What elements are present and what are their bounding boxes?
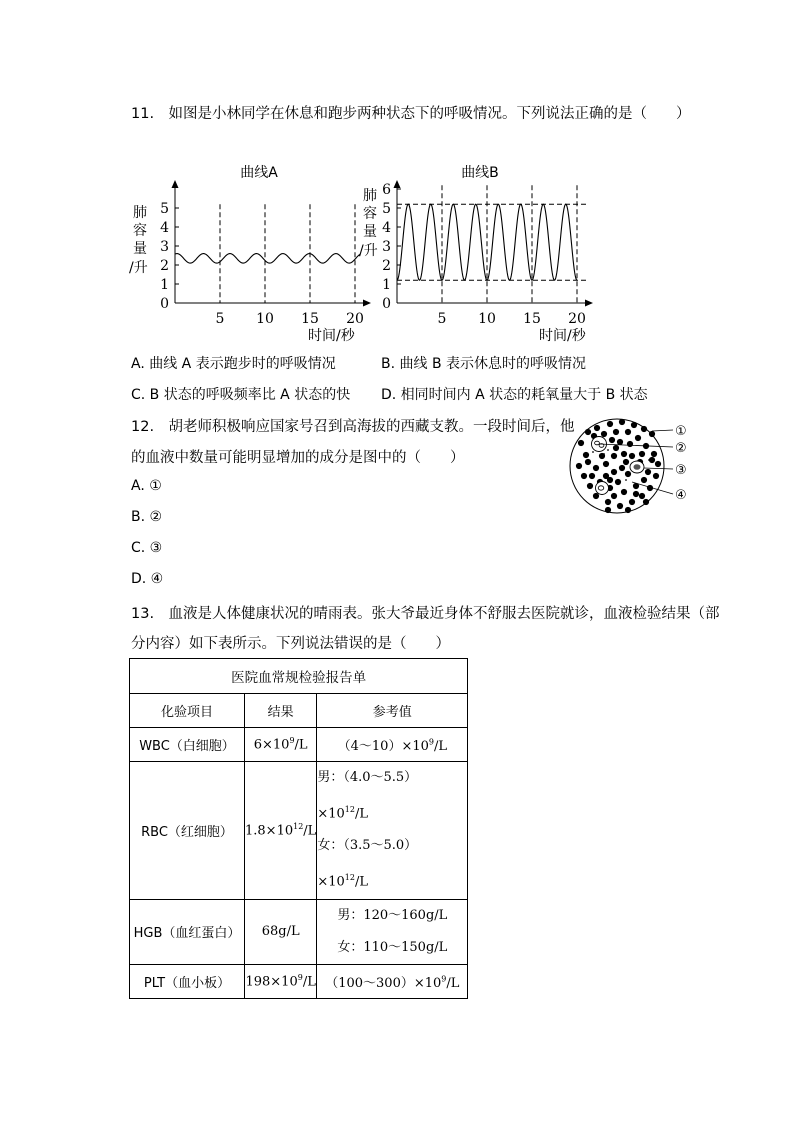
red-blood-cell	[605, 499, 611, 505]
red-blood-cell	[611, 453, 617, 459]
y-tick-label: 5	[382, 201, 391, 217]
red-blood-cell	[625, 471, 631, 477]
y-tick-label: 4	[382, 220, 391, 236]
q11-stem: 11. 如图是小林同学在休息和跑步两种状态下的呼吸情况。下列说法正确的是（ ）	[131, 106, 691, 122]
x-tick-label: 15	[301, 311, 319, 327]
red-blood-cell	[611, 469, 617, 475]
figure-label-1: ①	[675, 424, 687, 439]
red-blood-cell	[607, 421, 613, 427]
red-blood-cell	[621, 489, 627, 495]
red-blood-cell	[651, 451, 657, 457]
y-tick-label: 0	[160, 296, 169, 312]
chart-a-xlabel: 时间/秒	[308, 328, 355, 344]
x-tick-label: 10	[256, 311, 274, 327]
red-blood-cell	[641, 426, 647, 432]
q11-charts	[125, 155, 615, 350]
red-blood-cell	[655, 461, 661, 467]
chart-a-ylabel-3: 量	[133, 241, 147, 257]
red-blood-cell	[613, 429, 619, 435]
chart-b-ylabel-4: /升	[359, 243, 378, 259]
red-blood-cell	[625, 507, 631, 513]
figure-label-4: ④	[675, 488, 687, 503]
cell-reference: 男：$(4.0\sim 5.5)\times 10^{12}/L$ 女：$(3.5\sim 5.0)\times 10^{12}/L$	[317, 762, 468, 900]
y-tick-label: 2	[160, 258, 169, 274]
cell-item: PLT（血小板）	[130, 964, 245, 998]
red-blood-cell	[601, 431, 607, 437]
x-tick-label: 20	[568, 311, 586, 327]
red-blood-cell	[653, 473, 659, 479]
red-blood-cell	[587, 483, 593, 489]
red-blood-cell	[605, 507, 611, 513]
q12-option-d[interactable]: D. ④	[131, 571, 164, 587]
red-blood-cell	[585, 459, 591, 465]
red-blood-cell	[619, 465, 625, 471]
cell-result: $1.8\times 10^{12}/L$	[245, 762, 317, 900]
table-header-reference: 参考值	[317, 694, 468, 728]
table-title: 医院血常规检验报告单	[130, 659, 468, 694]
red-blood-cell	[625, 429, 631, 435]
chart-a	[129, 164, 371, 344]
red-blood-cell	[607, 477, 613, 483]
red-blood-cell	[639, 493, 645, 499]
chart-a-ylabel-2: 容	[133, 223, 147, 239]
red-blood-cell	[623, 459, 629, 465]
x-tick-label: 20	[346, 311, 364, 327]
cell-reference: 男：120～160g/L 女：110～150g/L	[317, 899, 468, 964]
red-blood-cell	[593, 465, 599, 471]
red-blood-cell	[629, 499, 635, 505]
red-blood-cell	[629, 453, 635, 459]
red-blood-cell	[619, 419, 625, 425]
red-blood-cell	[627, 441, 633, 447]
red-blood-cell	[609, 437, 615, 443]
red-blood-cell	[578, 440, 584, 446]
red-blood-cell	[631, 422, 637, 428]
y-tick-label: 6	[382, 182, 391, 198]
x-tick-label: 5	[437, 311, 447, 327]
table-header-result: 结果	[245, 694, 317, 728]
q11-option-a[interactable]: A. 曲线 A 表示跑步时的呼吸情况	[131, 356, 336, 372]
cell-item: WBC（白细胞）	[130, 728, 245, 762]
cell-reference: $(4\sim 10)\times 10^9/L$	[317, 728, 468, 762]
red-blood-cell	[617, 503, 623, 509]
red-blood-cell	[617, 439, 623, 445]
x-tick-label: 5	[215, 311, 225, 327]
chart-b-title: 曲线B	[461, 165, 499, 181]
red-blood-cell	[649, 431, 655, 437]
x-tick-label: 15	[523, 311, 541, 327]
cell-reference: $(100\sim 300)\times 10^9/L$	[317, 964, 468, 998]
chart-b-ylabel-3: 量	[363, 224, 377, 240]
q13-stem-line2: 分内容）如下表所示。下列说法错误的是（ ）	[131, 636, 450, 652]
chart-a-y-arrow	[172, 180, 179, 188]
red-blood-cell	[615, 479, 621, 485]
red-blood-cell	[594, 425, 600, 431]
y-tick-label: 3	[160, 239, 169, 255]
chart-b-ylabel-2: 容	[363, 206, 377, 222]
cell-result: $198\times 10^9/L$	[245, 964, 317, 998]
chart-a-ylabel-4: /升	[129, 260, 148, 276]
red-blood-cell	[635, 435, 641, 441]
chart-a-x-arrow	[363, 300, 371, 307]
q12-option-a[interactable]: A. ①	[131, 478, 162, 494]
q11-option-b[interactable]: B. 曲线 B 表示休息时的呼吸情况	[381, 356, 587, 372]
y-tick-label: 5	[160, 201, 169, 217]
red-blood-cell	[633, 491, 639, 497]
q12-option-b[interactable]: B. ②	[131, 509, 163, 525]
cell-result: 68g/L	[245, 899, 317, 964]
table-header-item: 化验项目	[130, 694, 245, 728]
blood-smear-figure	[566, 410, 696, 522]
series-line	[175, 254, 360, 264]
y-tick-label: 1	[382, 277, 391, 293]
cell-item: HGB（血红蛋白）	[130, 899, 245, 964]
y-tick-label: 2	[382, 258, 391, 274]
red-blood-cell	[613, 445, 619, 451]
x-tick-label: 10	[478, 311, 496, 327]
red-blood-cell	[643, 499, 649, 505]
chart-b-ylabel-1: 肺	[363, 188, 377, 204]
white-blood-cell-2	[596, 482, 609, 495]
red-blood-cell	[641, 477, 647, 483]
y-tick-label: 3	[382, 239, 391, 255]
q12-option-c[interactable]: C. ③	[131, 540, 163, 556]
red-blood-cell	[589, 473, 595, 479]
q11-option-d[interactable]: D. 相同时间内 A 状态的耗氧量大于 B 状态	[381, 387, 648, 403]
chart-a-title: 曲线A	[240, 165, 278, 181]
table-row-rbc	[130, 762, 468, 900]
table-row-hgb	[130, 899, 468, 964]
chart-b-xlabel: 时间/秒	[539, 328, 586, 344]
figure-label-3: ③	[675, 463, 687, 478]
white-blood-cell-3	[630, 461, 644, 473]
red-blood-cell	[603, 461, 609, 467]
blood-report-table	[129, 658, 468, 999]
q11-option-c[interactable]: C. B 状态的呼吸频率比 A 状态的快	[131, 387, 351, 403]
y-tick-label: 4	[160, 220, 169, 236]
q12-stem-line1: 12. 胡老师积极响应国家号召到高海拔的西藏支教。一段时间后，他	[131, 419, 575, 435]
cell-result: $6\times 10^9/L$	[245, 728, 317, 762]
cell-item: RBC（红细胞）	[130, 762, 245, 900]
chart-b	[359, 164, 593, 344]
q12-stem-line2: 的血液中数量可能明显增加的成分是图中的（ ）	[131, 450, 465, 466]
red-blood-cell	[581, 473, 587, 479]
chart-a-ylabel-1: 肺	[133, 205, 147, 221]
chart-b-x-arrow	[585, 300, 593, 307]
figure-label-2: ②	[675, 441, 687, 456]
red-blood-cell	[583, 452, 589, 458]
red-blood-cell	[593, 493, 599, 499]
q13-stem-line1: 13. 血液是人体健康状况的晴雨表。张大爷最近身体不舒服去医院就诊，血液检验结果（部	[131, 606, 720, 622]
red-blood-cell	[611, 493, 617, 499]
red-blood-cell	[576, 463, 582, 469]
red-blood-cell	[621, 451, 627, 457]
table-row-wbc	[130, 728, 468, 762]
red-blood-cell	[639, 451, 645, 457]
red-blood-cell	[585, 429, 591, 435]
chart-b-y-arrow	[394, 180, 401, 188]
red-blood-cell	[645, 469, 651, 475]
y-tick-label: 0	[382, 296, 391, 312]
table-row-plt	[130, 964, 468, 998]
y-tick-label: 1	[160, 277, 169, 293]
